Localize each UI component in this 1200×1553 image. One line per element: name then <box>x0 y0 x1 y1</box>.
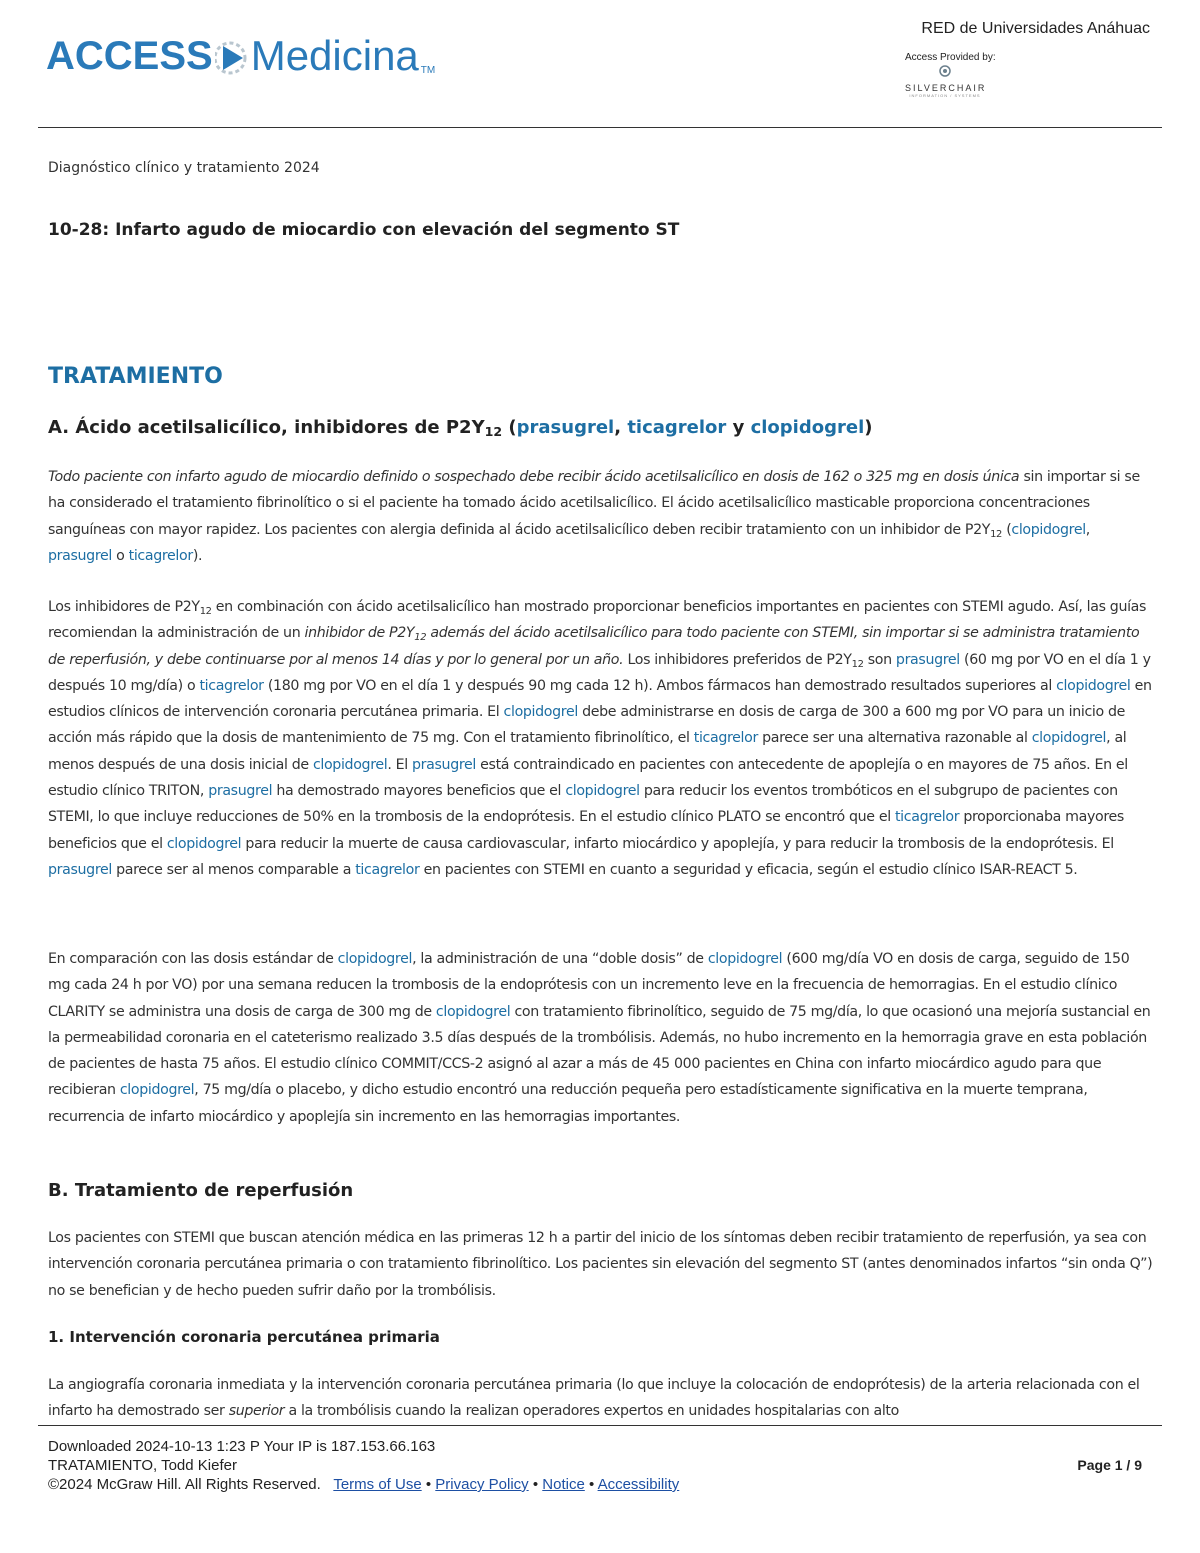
institution-name: RED de Universidades Anáhuac <box>921 20 1150 37</box>
link-clopidogrel[interactable]: clopidogrel <box>565 783 640 800</box>
page-footer <box>48 1437 679 1494</box>
silverchair-tagline: INFORMATION / SYSTEMS <box>909 93 981 98</box>
logo-access-text: ACCESS <box>46 34 213 78</box>
link-prasugrel[interactable]: prasugrel <box>48 547 112 564</box>
link-clopidogrel[interactable]: clopidogrel <box>1011 521 1086 538</box>
silverchair-name: SILVERCHAIR <box>905 83 987 93</box>
page-number: Page 1 / 9 <box>1077 1457 1142 1473</box>
download-info: Downloaded 2024-10-13 1:23 P Your IP is 187.153.66.163 <box>48 1438 436 1455</box>
silverchair-logo <box>905 64 985 98</box>
link-prasugrel[interactable]: prasugrel <box>516 417 615 438</box>
subsection-heading-b: B. Tratamiento de reperfusión <box>48 1180 354 1201</box>
page-header <box>0 0 1200 128</box>
link-clopidogrel[interactable]: clopidogrel <box>503 704 578 721</box>
paragraph-clopidogrel-dosing: En comparación con las dosis estándar de clopidogrel, la administración de una “doble dosis” de clopidogrel (600 mg/día VO en dosis de carga, seguido de 150 mg cada 24 h por VO) por una semana reducen la trombosis de la endoprótesis con un incremento leve en la frecuencia de hemorragias. En el estudio clínico CLARITY se administra una dosis de carga de 300 mg de clopidogrel con tratamiento fibrinolítico, seguido de 75 mg/día, lo que ocasionó una mejoría sustancial en la permeabilidad coronaria en el cateterismo realizado 3.5 días después de la trombólisis. Además, no hubo incremento en la hemorragia grave en esta población de pacientes de hasta 75 años. El estudio clínico COMMIT/CCS-2 asignó al azar a más de 45 000 pacientes en China con infarto miocárdico agudo para que recibieran clopidogrel, 75 mg/día o placebo, y dicho estudio encontró una reducción pequeña pero estadísticamente significativa en la muerte temprana, recurrencia de infarto miocárdico y apoplejía sin incremento en las hemorragias importantes. <box>48 951 1151 1125</box>
link-clopidogrel[interactable]: clopidogrel <box>166 835 242 852</box>
link-clopidogrel[interactable]: clopidogrel <box>1056 677 1131 694</box>
link-ticagrelor[interactable]: ticagrelor <box>128 547 193 564</box>
paragraph-pci: La angiografía coronaria inmediata y la intervención coronaria percutánea primaria (lo que incluye la colocación de endoprótesis) de la arteria relacionada con el infarto ha demostrado ser superior a la trombólisis cuando la realizan operadores expertos en unidades hospitalarias con alto <box>48 1377 1140 1420</box>
notice-link[interactable]: Notice <box>542 1476 585 1493</box>
section-heading-tratamiento: TRATAMIENTO <box>48 364 223 389</box>
link-clopidogrel[interactable]: clopidogrel <box>750 417 865 438</box>
play-arrow-gear-icon <box>215 34 249 80</box>
paragraph-reperfusion: Los pacientes con STEMI que buscan atención médica en las primeras 12 h a partir del inicio de los síntomas deben recibir tratamiento de reperfusión, ya sea con intervención coronaria percutánea primaria o con tratamiento fibrinolítico. Los pacientes sin elevación del segmento ST (antes denominados infartos “sin onda Q”) no se benefician y de hecho pueden sufrir daño por la trombólisis. <box>48 1230 1153 1299</box>
link-clopidogrel[interactable]: clopidogrel <box>707 951 783 967</box>
accessmedicina-logo[interactable] <box>46 22 435 82</box>
link-ticagrelor[interactable]: ticagrelor <box>199 677 264 694</box>
link-ticagrelor[interactable]: ticagrelor <box>894 809 960 826</box>
link-clopidogrel[interactable]: clopidogrel <box>435 1003 511 1020</box>
privacy-policy-link[interactable]: Privacy Policy <box>435 1476 529 1493</box>
copyright: ©2024 McGraw Hill. All Rights Reserved. <box>48 1476 321 1493</box>
link-clopidogrel[interactable]: clopidogrel <box>312 756 388 773</box>
access-provided-by: Access Provided by: <box>905 52 996 63</box>
link-clopidogrel[interactable]: clopidogrel <box>1031 730 1107 747</box>
chapter-author: TRATAMIENTO, Todd Kiefer <box>48 1457 237 1474</box>
subsection-heading-a: A. Ácido acetilsalicílico, inhibidores de $P2Y_{12}$ (prasugrel, ticagrelor y clopidogrel) <box>48 417 873 439</box>
terms-of-use-link[interactable]: Terms of Use <box>333 1476 422 1493</box>
link-ticagrelor[interactable]: ticagrelor <box>693 730 758 747</box>
accessibility-link[interactable]: Accessibility <box>597 1476 680 1493</box>
link-ticagrelor[interactable]: ticagrelor <box>627 417 727 438</box>
logo-medicina-text: Medicina <box>250 32 419 79</box>
link-ticagrelor[interactable]: ticagrelor <box>355 861 420 878</box>
book-title: Diagnóstico clínico y tratamiento 2024 <box>48 160 320 176</box>
link-prasugrel[interactable]: prasugrel <box>48 861 112 878</box>
paragraph-aspirin: Todo paciente con infarto agudo de miocardio definido o sospechado debe recibir ácido acetilsalicílico en dosis de 162 o 325 mg en dosis única sin importar si se ha considerado el tratamiento fibrinolítico o si el paciente ha tomado ácido acetilsalicílico. El ácido acetilsalicílico masticable proporciona concentraciones sanguíneas con mayor rapidez. Los pacientes con alergia definida al ácido acetilsalicílico deben recibir tratamiento con un inhibidor de $P2Y_{12}$ (clopidogrel, prasugrel o ticagrelor). <box>48 469 1140 564</box>
link-clopidogrel[interactable]: clopidogrel <box>119 1082 195 1099</box>
logo-trademark: TM <box>420 65 436 76</box>
link-prasugrel[interactable]: prasugrel <box>895 651 960 668</box>
paragraph-p2y12-inhibitors: Los inhibidores de $P2Y_{12}$ en combinación con ácido acetilsalicílico han mostrado proporcionar beneficios importantes en pacientes con STEMI agudo. Así, las guías recomiendan la administración de un inhibidor de $P2Y_{12}$ además del ácido acetilsalicílico para todo paciente con STEMI, sin importar si se administra tratamiento de reperfusión, y debe continuarse por al menos 14 días y por lo general por un año. Los inhibidores preferidos de $P2Y_{12}$ son prasugrel (60 mg por VO en el día 1 y después 10 mg/día) o ticagrelor (180 mg por VO en el día 1 y después 90 mg cada 12 h). Ambos fármacos han demostrado resultados superiores al clopidogrel en estudios clínicos de intervención coronaria percutánea primaria. El clopidogrel debe administrarse en dosis de carga de 300 a 600 mg por VO para un inicio de acción más rápido que la dosis de mantenimiento de 75 mg. Con el tratamiento fibrinolítico, el ticagrelor parece ser una alternativa razonable al clopidogrel, al menos después de una dosis inicial de clopidogrel. El prasugrel está contraindicado en pacientes con antecedente de apoplejía o en mayores de 75 años. En el estudio clínico TRITON, prasugrel ha demostrado mayores beneficios que el clopidogrel para reducir los eventos trombóticos en el subgrupo de pacientes con STEMI, lo que incluye reducciones de 50% en la trombosis de la endoprótesis. En el estudio clínico PLATO se encontró que el ticagrelor proporcionaba mayores beneficios que el clopidogrel para reducir la muerte de causa cardiovascular, infarto miocárdico y apoplejía, y para reducir la trombosis de la endoprótesis. El prasugrel parece ser al menos comparable a ticagrelor en pacientes con STEMI en cuanto a seguridad y eficacia, según el estudio clínico ISAR-REACT 5. <box>48 599 1152 878</box>
silverchair-logo-icon <box>905 64 985 82</box>
footer-legal: ©2024 McGraw Hill. All Rights Reserved. Terms of Use • Privacy Policy • Notice • Accessibility <box>48 1476 680 1493</box>
header-divider <box>38 127 1162 128</box>
subsection-heading-1: 1. Intervención coronaria percutánea primaria <box>48 1328 440 1346</box>
footer-divider <box>38 1425 1162 1426</box>
link-prasugrel[interactable]: prasugrel <box>208 783 273 800</box>
page-title: 10-28: Infarto agudo de miocardio con elevación del segmento ST <box>48 220 680 240</box>
link-prasugrel[interactable]: prasugrel <box>412 756 476 773</box>
link-clopidogrel[interactable]: clopidogrel <box>337 951 413 967</box>
